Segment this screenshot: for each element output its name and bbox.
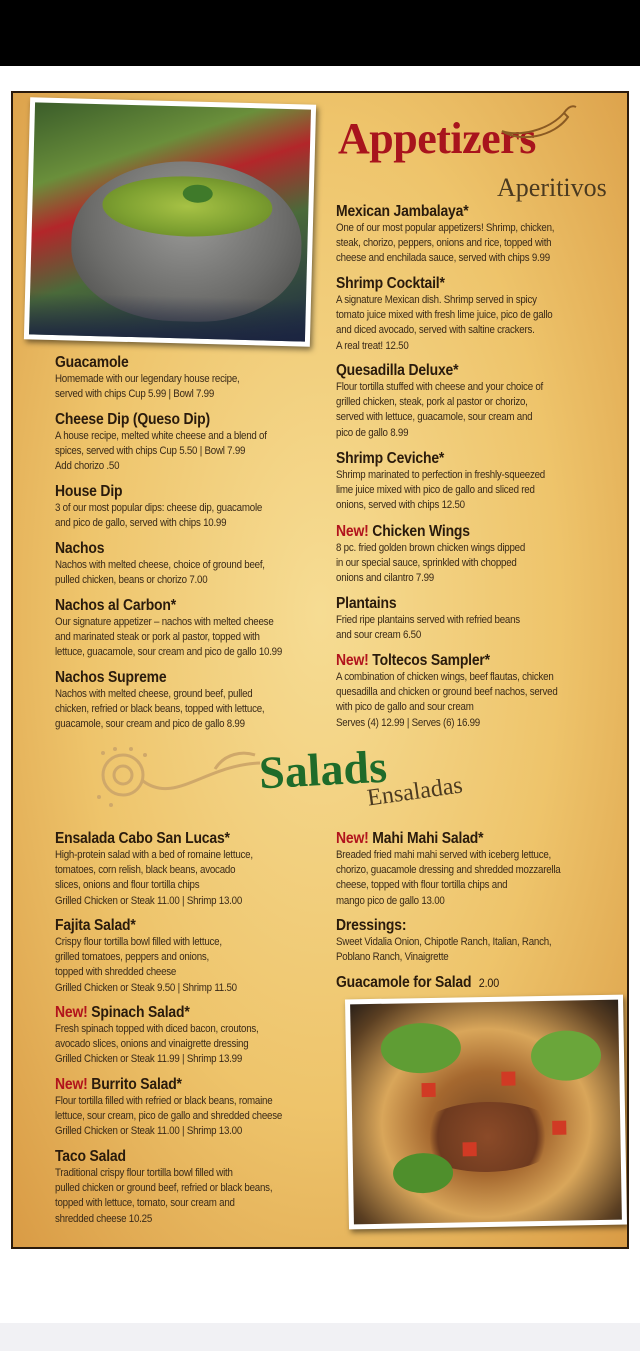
- item-name: Mexican Jambalaya*: [336, 203, 469, 220]
- item-name: Nachos al Carbon*: [55, 597, 176, 614]
- item-name: New! Chicken Wings: [336, 523, 470, 540]
- list-item: [336, 651, 606, 731]
- list-item: [336, 973, 606, 993]
- item-description: Crispy flour tortilla bowl filled with lettuce, grilled tomatoes, peppers and onions, topped with shredded cheese Grilled Chicken or Steak 9.50 | Shrimp 11.50: [55, 936, 237, 994]
- item-description: A combination of chicken wings, beef flautas, chicken quesadilla and chicken or ground beef nachos, served with pico de gallo and sour cream Serves (4) 12.99 | Serves (6) 16.99: [336, 671, 558, 729]
- list-item: [55, 410, 325, 475]
- item-description: Flour tortilla stuffed with cheese and your choice of grilled chicken, steak, pork al pastor or chorizo, served with lettuce, guacamole, sour cream and pico de gallo 8.99: [336, 381, 544, 439]
- list-item: [336, 829, 606, 909]
- new-badge: New!: [336, 652, 369, 669]
- new-badge: New!: [336, 523, 369, 540]
- bottom-bar: [0, 1323, 640, 1351]
- salads-subheading: Ensaladas: [365, 772, 465, 812]
- item-description: Nachos with melted cheese, choice of ground beef, pulled chicken, beans or chorizo 7.00: [55, 559, 265, 587]
- item-description: Fried ripe plantains served with refried beans and sour cream 6.50: [336, 614, 520, 642]
- list-item: [336, 274, 606, 354]
- list-item: [55, 353, 325, 402]
- salads-heading: Salads: [257, 740, 389, 799]
- item-name: Shrimp Ceviche*: [336, 450, 445, 467]
- item-description: Traditional crispy flour tortilla bowl filled with pulled chicken or ground beef, refried or black beans, topped with lettuce, tomato, sour cream and shredded cheese 10.25: [55, 1167, 273, 1225]
- item-description: Our signature appetizer – nachos with melted cheese and marinated steak or pork al pastor, topped with lettuce, guacamole, sour cream and pico de gallo 10.99: [55, 616, 283, 659]
- list-item: [336, 449, 606, 514]
- item-name: Guacamole: [55, 354, 129, 371]
- list-item: [55, 1147, 325, 1227]
- swirl-decoration-icon: [95, 745, 265, 815]
- item-description: 8 pc. fried golden brown chicken wings dipped in our special sauce, sprinkled with chopped onions and cilantro 7.99: [336, 542, 526, 585]
- appetizers-heading: Appetizers: [338, 114, 536, 163]
- list-item: [336, 594, 606, 643]
- item-description: High-protein salad with a bed of romaine lettuce, tomatoes, corn relish, black beans, avocado slices, onions and flour tortilla chips Grilled Chicken or Steak 11.00 | Shrimp 13.00: [55, 849, 253, 907]
- item-name: Plantains: [336, 595, 397, 612]
- list-item: [55, 1003, 325, 1068]
- new-badge: New!: [55, 1076, 88, 1093]
- list-item: [55, 668, 325, 733]
- item-name: Guacamole for Salad 2.00: [336, 974, 500, 991]
- list-item: [336, 916, 606, 965]
- item-description: A signature Mexican dish. Shrimp served in spicy tomato juice mixed with fresh lime juice, pico de gallo and diced avocado, served with saltine crackers. A real treat! 12.50: [336, 294, 553, 352]
- item-name: House Dip: [55, 483, 123, 500]
- list-item: [336, 202, 606, 267]
- list-item: [55, 1075, 325, 1140]
- chili-pepper-icon: [498, 101, 578, 141]
- taco-salad-photo: [345, 995, 627, 1230]
- item-description: Breaded fried mahi mahi served with iceberg lettuce, chorizo, guacamole dressing and shredded mozzarella cheese, topped with flour tortilla chips and mango pico de gallo 13.00: [336, 849, 561, 907]
- item-name: Nachos Supreme: [55, 669, 167, 686]
- item-description: One of our most popular appetizers! Shrimp, chicken, steak, chorizo, peppers, onions and rice, topped with cheese and enchilada sauce, served with chips 9.99: [336, 222, 555, 265]
- item-name: Fajita Salad*: [55, 917, 136, 934]
- item-name: Dressings:: [336, 917, 407, 934]
- item-name: New! Mahi Mahi Salad*: [336, 830, 484, 847]
- list-item: [336, 361, 606, 441]
- list-item: [55, 829, 325, 909]
- list-item: [55, 482, 325, 531]
- new-badge: New!: [336, 830, 369, 847]
- item-name: Nachos: [55, 540, 105, 557]
- item-name: New! Burrito Salad*: [55, 1076, 182, 1093]
- list-item: [55, 916, 325, 996]
- new-badge: New!: [55, 1004, 88, 1021]
- item-description: Sweet Vidalia Onion, Chipotle Ranch, Italian, Ranch, Poblano Ranch, Vinaigrette: [336, 936, 552, 964]
- item-name: Quesadilla Deluxe*: [336, 362, 459, 379]
- appetizers-subheading: Aperitivos: [497, 173, 607, 202]
- item-description: Flour tortilla filled with refried or black beans, romaine lettuce, sour cream, pico de gallo and shredded cheese Grilled Chicken or Steak 11.00 | Shrimp 13.00: [55, 1095, 283, 1138]
- item-name: Ensalada Cabo San Lucas*: [55, 830, 230, 847]
- item-description: Shrimp marinated to perfection in freshly-squeezed lime juice mixed with pico de gallo and sliced red onions, served with chips 12.50: [336, 469, 545, 512]
- list-item: [55, 539, 325, 588]
- item-description: 3 of our most popular dips: cheese dip, guacamole and pico de gallo, served with chips 10.99: [55, 502, 263, 530]
- item-name: Cheese Dip (Queso Dip): [55, 411, 210, 428]
- item-name: New! Toltecos Sampler*: [336, 652, 490, 669]
- menu-page: [11, 91, 629, 1249]
- item-description: Fresh spinach topped with diced bacon, croutons, avocado slices, onions and vinaigrette dressing Grilled Chicken or Steak 11.99 | Shrimp 13.99: [55, 1023, 259, 1066]
- list-item: [55, 596, 325, 661]
- item-name: Shrimp Cocktail*: [336, 275, 445, 292]
- list-item: [336, 522, 606, 587]
- item-description: A house recipe, melted white cheese and a blend of spices, served with chips Cup 5.50 | Bowl 7.99 Add chorizo .50: [55, 430, 267, 473]
- item-description: Homemade with our legendary house recipe, served with chips Cup 5.99 | Bowl 7.99: [55, 373, 240, 401]
- item-name: Taco Salad: [55, 1148, 126, 1165]
- phone-status-bar: [0, 0, 640, 66]
- guacamole-photo: [24, 97, 316, 346]
- item-price: 2.00: [478, 976, 500, 990]
- item-description: Nachos with melted cheese, ground beef, pulled chicken, refried or black beans, topped with lettuce, guacamole, sour cream and pico de gallo 8.99: [55, 688, 265, 731]
- item-name: New! Spinach Salad*: [55, 1004, 190, 1021]
